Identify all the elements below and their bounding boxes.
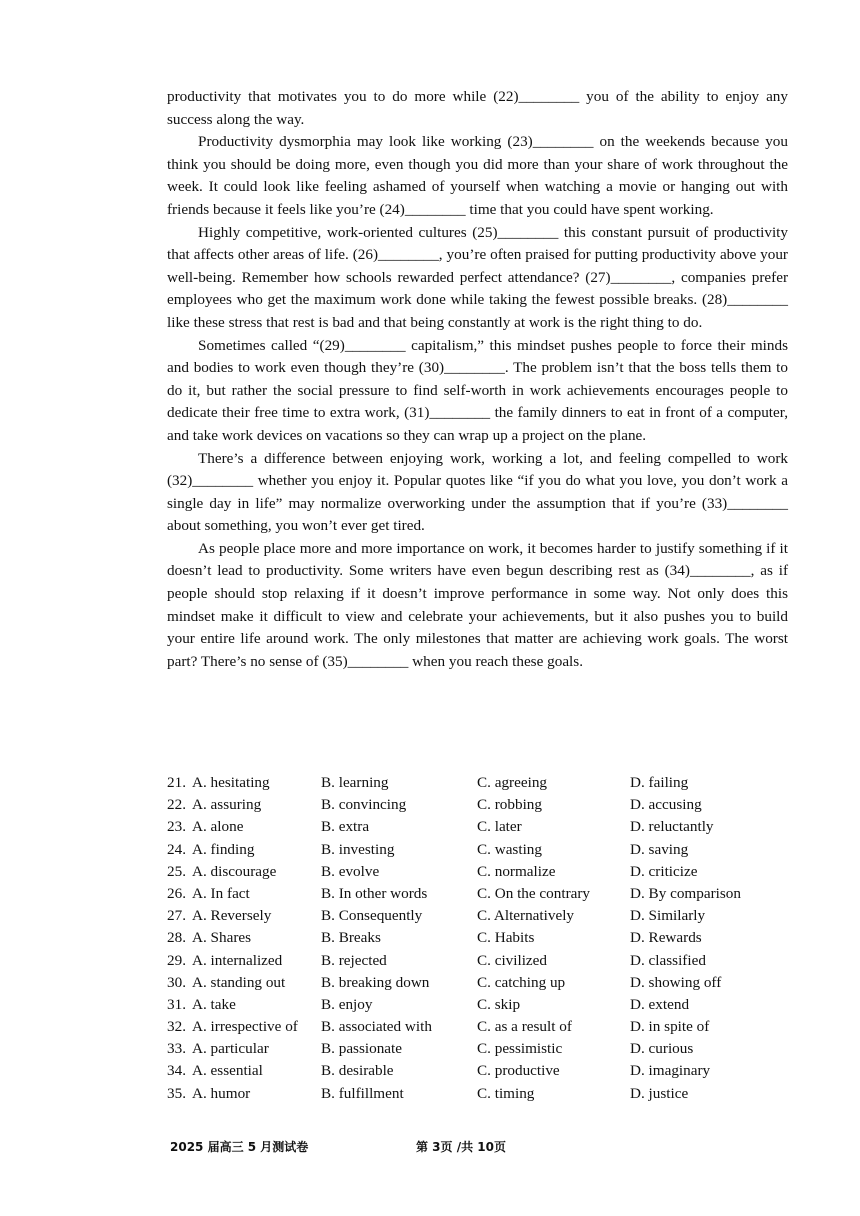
option-c: C. robbing <box>477 796 542 814</box>
question-number: 23. <box>167 818 186 836</box>
option-b: B. associated with <box>321 1018 432 1036</box>
option-c: C. catching up <box>477 973 566 991</box>
question-row <box>167 1083 807 1105</box>
option-c: C. Alternatively <box>477 907 575 925</box>
option-b: B. Breaks <box>321 929 381 947</box>
option-b: B. convincing <box>321 796 407 814</box>
question-number: 21. <box>167 774 186 791</box>
option-a: A. Shares <box>192 929 252 947</box>
option-d: D. classified <box>630 951 706 969</box>
option-b: B. passionate <box>321 1040 402 1058</box>
page-number: 第 3页 /共 10页 <box>416 1140 506 1154</box>
option-a: A. humor <box>192 1084 251 1102</box>
option-a: A. Reversely <box>192 907 272 925</box>
question-number: 30. <box>167 973 186 991</box>
option-b: B. In other words <box>321 884 428 902</box>
option-a: A. alone <box>192 818 244 836</box>
option-a: A. irrespective of <box>192 1018 298 1036</box>
option-a: A. discourage <box>192 862 277 880</box>
option-c: C. productive <box>477 1062 560 1080</box>
question-number: 27. <box>167 907 186 925</box>
option-a: A. finding <box>192 840 255 858</box>
option-d: D. showing off <box>630 973 722 991</box>
option-d: D. in spite of <box>630 1018 710 1036</box>
question-number: 22. <box>167 796 186 814</box>
option-c: C. as a result of <box>477 1018 572 1036</box>
option-d: D. accusing <box>630 796 702 814</box>
option-d: D. criticize <box>630 862 698 880</box>
option-b: B. investing <box>321 840 395 858</box>
option-a: A. standing out <box>192 973 286 991</box>
option-b: B. extra <box>321 818 370 836</box>
option-d: D. imaginary <box>630 1062 711 1080</box>
option-c: C. normalize <box>477 862 556 880</box>
question-number: 24. <box>167 840 186 858</box>
passage-paragraph: Productivity dysmorphia may look like working (23)________ on the weekends because you think you should be doing more, even though you did more than your share of work throughout the week. It could look like feeling ashamed of yourself when watching a movie or hanging out with friends because it feels like you’re (24)________ time that you could have spent working. <box>167 133 788 218</box>
option-c: C. civilized <box>477 951 548 969</box>
passage-paragraph: Sometimes called “(29)________ capitalism,” this mindset pushes people to force their minds and bodies to work even though they’re (30)________. The problem isn’t that the boss tells them to do it, but rather the social pressure to find self-worth in work achievements encourages people to dedicate their free time to extra work, (31)________ the family dinners to eat in front of a computer, and take work devices on vacations so they can wrap up a project on the plane. <box>167 336 788 444</box>
question-row <box>167 1060 807 1082</box>
question-row <box>167 950 807 972</box>
option-c: C. pessimistic <box>477 1040 563 1058</box>
cloze-passage <box>167 86 788 673</box>
option-b: B. desirable <box>321 1062 394 1080</box>
exam-name: 2025 届高三 5 月测试卷 <box>170 1140 309 1154</box>
option-d: D. reluctantly <box>630 818 714 836</box>
option-d: D. Rewards <box>630 929 702 947</box>
option-a: A. hesitating <box>192 774 270 791</box>
question-row <box>167 972 807 994</box>
question-row <box>167 905 807 927</box>
option-d: D. curious <box>630 1040 694 1058</box>
option-d: D. Similarly <box>630 907 706 925</box>
option-d: D. By comparison <box>630 884 741 902</box>
option-c: C. agreeing <box>477 774 548 791</box>
option-d: D. saving <box>630 840 689 858</box>
option-a: A. particular <box>192 1040 269 1058</box>
passage-paragraph: As people place more and more importance on work, it becomes harder to justify something if it doesn’t lead to productivity. Some writers have even begun describing rest as (34)________, as if people should stop relaxing if it doesn’t improve performance in some way. Not only does this mindset make it difficult to view and celebrate your achievements, but it also pushes you to build your entire life around work. The only milestones that matter are achieving work goals. The worst part? There’s no sense of (35)________ when you reach these goals. <box>167 539 788 670</box>
question-row <box>167 883 807 905</box>
option-d: D. extend <box>630 995 690 1013</box>
option-a: A. In fact <box>192 884 250 902</box>
question-number: 28. <box>167 929 186 947</box>
option-c: C. Habits <box>477 929 535 947</box>
option-c: C. wasting <box>477 840 542 858</box>
option-d: D. failing <box>630 774 689 791</box>
question-number: 33. <box>167 1040 186 1058</box>
option-d: D. justice <box>630 1084 689 1102</box>
question-number: 25. <box>167 862 186 880</box>
option-b: B. rejected <box>321 951 387 969</box>
question-row <box>167 1038 807 1060</box>
passage-paragraph: Highly competitive, work-oriented cultures (25)________ this constant pursuit of productivity that affects other areas of life. (26)________, you’re often praised for putting productivity above your well-being. Remember how schools rewarded perfect attendance? (27)________, companies prefer employees who get the maximum work done while taking the fewest possible breaks. (28)________ like these stress that rest is bad and that being constantly at work is the right thing to do. <box>167 223 788 331</box>
option-c: C. timing <box>477 1084 535 1102</box>
option-a: A. take <box>192 995 236 1013</box>
option-b: B. Consequently <box>321 907 423 925</box>
option-c: C. later <box>477 818 522 836</box>
question-number: 26. <box>167 884 186 902</box>
passage-paragraph: There’s a difference between enjoying work, working a lot, and feeling compelled to work (32)________ whether you enjoy it. Popular quotes like “if you do what you love, you don’t work a single day in life” may normalize overworking under the assumption that if you’re (33)________ about something, you won’t ever get tired. <box>167 449 788 535</box>
question-row <box>167 816 807 838</box>
question-row <box>167 861 807 883</box>
question-number: 32. <box>167 1018 186 1036</box>
option-b: B. enjoy <box>321 995 373 1013</box>
option-c: C. On the contrary <box>477 884 591 902</box>
passage-paragraph: productivity that motivates you to do more while (22)________ you of the ability to enjoy any success along the way. <box>167 88 788 128</box>
question-row <box>167 994 807 1016</box>
question-row <box>167 794 807 816</box>
option-b: B. evolve <box>321 862 380 880</box>
question-number: 31. <box>167 995 186 1013</box>
option-a: A. internalized <box>192 951 283 969</box>
question-row <box>167 839 807 861</box>
question-row <box>167 927 807 949</box>
option-a: A. essential <box>192 1062 263 1080</box>
question-row <box>167 772 807 794</box>
option-c: C. skip <box>477 995 521 1013</box>
answer-options-list <box>167 772 807 1105</box>
question-row <box>167 1016 807 1038</box>
option-b: B. learning <box>321 774 389 791</box>
option-b: B. fulfillment <box>321 1084 404 1102</box>
option-b: B. breaking down <box>321 973 430 991</box>
question-number: 35. <box>167 1084 186 1102</box>
question-number: 29. <box>167 951 186 969</box>
question-number: 34. <box>167 1062 186 1080</box>
option-a: A. assuring <box>192 796 262 814</box>
